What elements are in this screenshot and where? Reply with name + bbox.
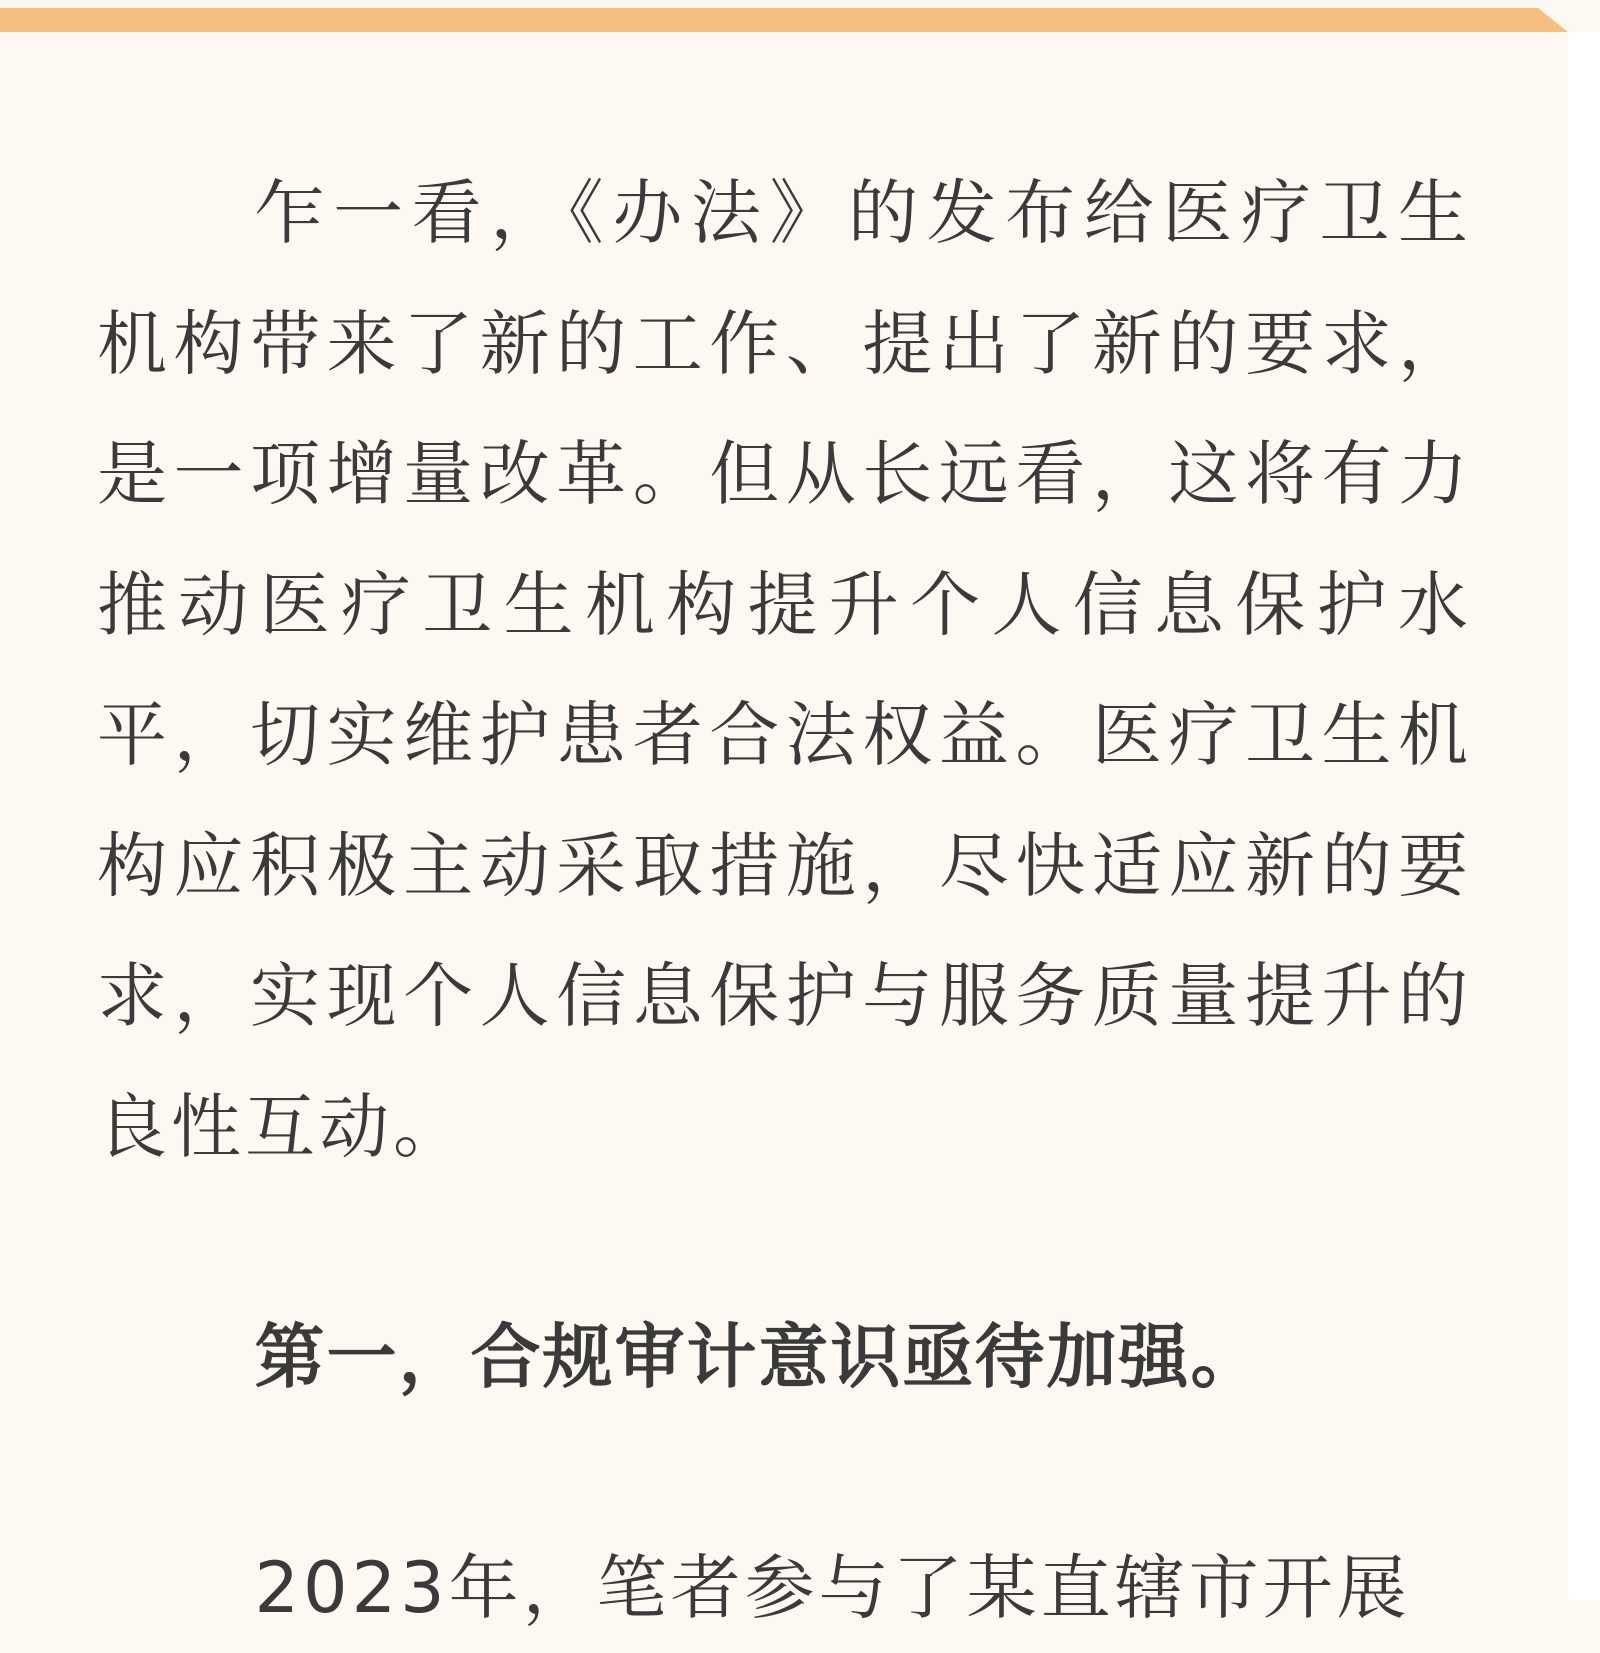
article-body bbox=[97, 148, 1472, 1653]
right-page-edge bbox=[1568, 32, 1600, 1600]
section-heading: 第一，合规审计意识亟待加强。 bbox=[97, 1292, 1472, 1423]
article-paragraph-partial: 2023年，笔者参与了某直辖市开展 bbox=[97, 1523, 1472, 1653]
top-decorative-band bbox=[0, 8, 1600, 32]
article-paragraph: 乍一看，《办法》的发布给医疗卫生机构带来了新的工作、提出了新的要求，是一项增量改革。但从长远看，这将有力推动医疗卫生机构提升个人信息保护水平，切实维护患者合法权益。医疗卫生机构应积极主动采取措施，尽快适应新的要求，实现个人信息保护与服务质量提升的良性互动。 bbox=[97, 148, 1472, 1192]
